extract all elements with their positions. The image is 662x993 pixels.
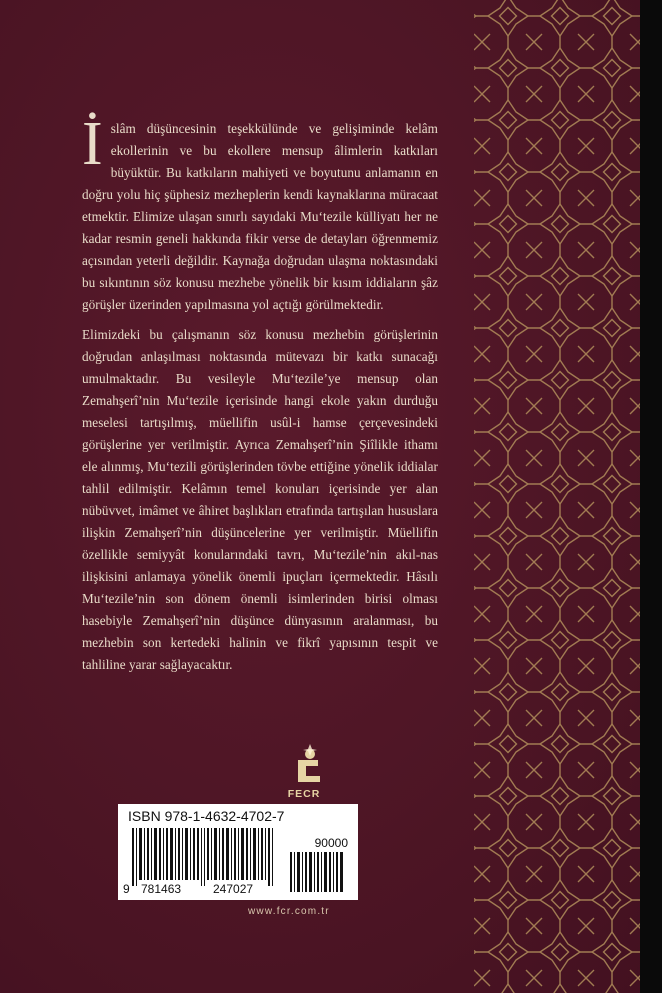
spine-edge [640,0,662,993]
publisher-name: FECR [287,788,321,800]
price-barcode [288,852,348,892]
barcode-digits-right: 247027 [213,882,254,896]
blurb-paragraph-2: Elimizdeki bu çalışmanın söz konusu mezhebin görüşlerinin doğrudan anlaşılması noktasında mütevazı bir katkı sunacağı umulmaktadır. Bu vesileyle Mu‘tezile’ye mensup olan Zemahşerî’nin Mu‘tezile içerisinde hangi ekole yakın durduğu meselesi tartışılmış, müellifin usûl-i hamse çerçevesindeki görüşlerine yer verilmiştir. Ayrıca Zemahşerî’nin Şiîlikle ithamı ele alınmış, Mu‘tezili görüşlerinden tövbe ettiğine yönelik iddialar tahlil edilmiştir. Kelâmın temel konuları içerisinde yer alan nübüvvet, imâmet ve âhiret başlıkları etrafında tartışılan hususlara ilişkin Zemahşerî’nin düşüncelerine yer verilmiştir. Müellifin özellikle semiyyât konularındaki tavrı, Mu‘tezile’nin akıl-nas ilişkisini anlamaya yönelik önemli ipuçları içermektedir. Hâsılı Mu‘tezile’nin son dönem önemli isimlerinden birisi olması hasebiyle Zemahşerî’nin düşünce dünyasının aralanması, bu mezhebin son kertedeki halinin ve fikrî yapısının tespit ve tahliline yarar sağlayacaktır. [82,327,438,672]
barcode-digits-left: 781463 [141,882,182,896]
price-code: 90000 [314,836,348,850]
publisher-website: www.fcr.com.tr [248,906,330,917]
isbn-label: ISBN 978-1-4632-4702-7 [128,808,285,824]
blurb-text [82,110,438,676]
blurb-paragraph-1 [82,110,438,316]
barcode-digit-first: 9 [123,882,130,896]
barcode [124,828,284,888]
drop-cap: İ [82,110,103,178]
isbn-barcode-box [118,804,358,900]
paragraph-1-text: slâm düşüncesinin teşekkülünde ve gelişiminde kelâm ekollerinin ve bu ekollere mensup âlimlerin katkıları büyüktür. Bu katkıların mahiyeti ve boyutunu anlamanın en doğru yolu hiç şüphesiz mezheplerin kendi kaynaklarına müracaat etmektir. Elimize ulaşan sınırlı sayıdaki Mu‘tezile külliyatı her ne kadar resmin geneli hakkında fikir verse de detayları öğrenmemiz açısından yeterli değildir. Kaynağa doğrudan ulaşma noktasındaki bu sıkıntının söz konusu mezhebe yönelik bir kısım iddiaların şâz görüşler üzerinden yapılmasına yol açtığı görülmektedir. [82,121,438,312]
geometric-pattern-border [474,0,640,993]
